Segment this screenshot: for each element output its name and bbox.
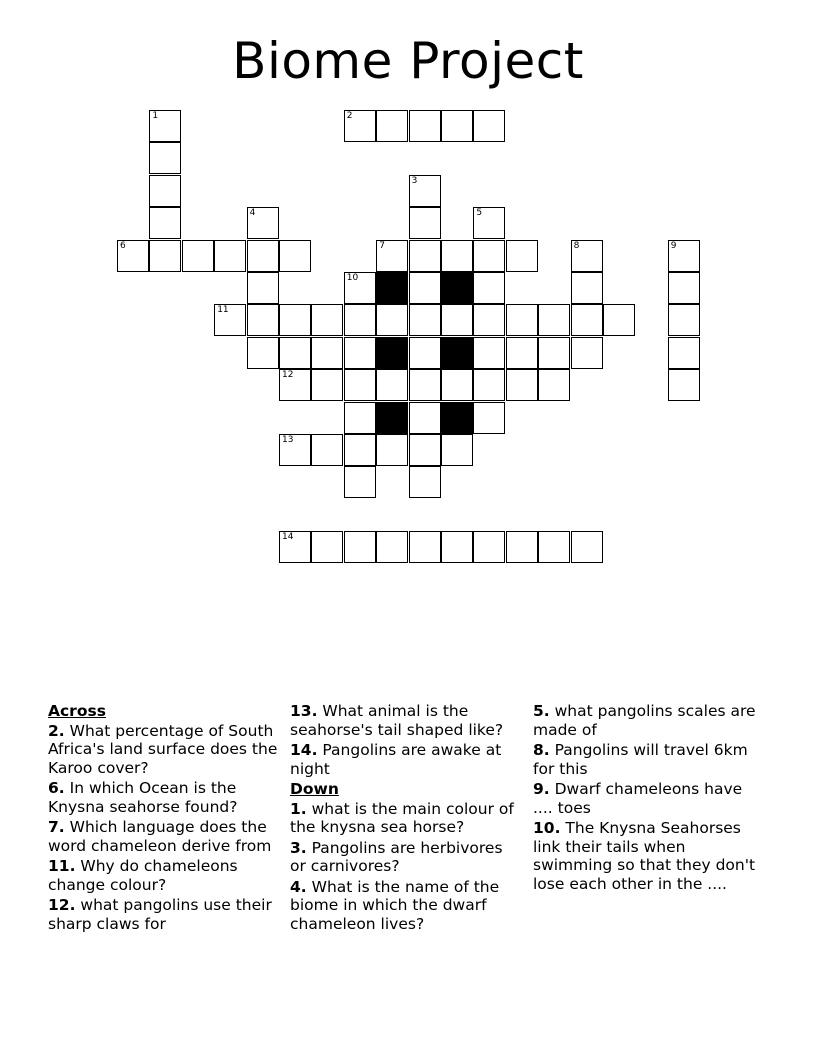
grid-cell[interactable]: [473, 240, 505, 272]
grid-cell[interactable]: [214, 304, 246, 336]
grid-cell[interactable]: [571, 304, 603, 336]
clue-number: 10: [346, 273, 359, 283]
grid-block: [441, 337, 473, 369]
grid-cell[interactable]: [247, 207, 279, 239]
grid-cell[interactable]: [279, 337, 311, 369]
grid-cell[interactable]: [376, 434, 408, 466]
clue-across-6: 6. In which Ocean is the Knysna seahorse found?: [48, 779, 238, 816]
puzzle-title: Biome Project: [232, 32, 584, 90]
grid-cell[interactable]: [409, 240, 441, 272]
grid-cell[interactable]: [473, 337, 505, 369]
grid-cell[interactable]: [441, 434, 473, 466]
clue-across-2: 2. What percentage of South Africa's land surface does the Karoo cover?: [48, 721, 278, 777]
clue-number: 14: [282, 532, 294, 543]
grid-cell[interactable]: [473, 272, 505, 304]
grid-cell[interactable]: [441, 304, 473, 336]
down-heading: Down: [290, 780, 339, 798]
clue-across-12: 12. what pangolins use their sharp claws for: [48, 896, 272, 933]
grid-cell[interactable]: [473, 207, 505, 239]
grid-cell[interactable]: [409, 369, 441, 401]
clue-number: 6: [120, 240, 126, 251]
grid-cell[interactable]: [214, 240, 246, 272]
grid-cell[interactable]: [571, 272, 603, 304]
grid-cell[interactable]: [344, 272, 376, 304]
grid-cell[interactable]: [376, 110, 408, 142]
grid-cell[interactable]: [344, 402, 376, 434]
grid-cell[interactable]: [344, 434, 376, 466]
grid-cell[interactable]: [344, 466, 376, 498]
grid-cell[interactable]: [247, 304, 279, 336]
grid-cell[interactable]: [311, 369, 343, 401]
grid-cell[interactable]: [279, 369, 311, 401]
grid-cell[interactable]: [279, 531, 311, 563]
grid-cell[interactable]: [311, 531, 343, 563]
grid-cell[interactable]: [149, 142, 181, 174]
clue-number: 8: [573, 240, 580, 251]
grid-cell[interactable]: [409, 110, 441, 142]
grid-cell[interactable]: [473, 369, 505, 401]
grid-cell[interactable]: [409, 466, 441, 498]
grid-cell[interactable]: [571, 240, 603, 272]
clue-across-13: 13. What animal is the seahorse's tail shaped like?: [290, 702, 504, 739]
grid-cell[interactable]: [506, 304, 538, 336]
grid-cell[interactable]: [279, 304, 311, 336]
across-heading: Across: [48, 702, 106, 720]
clue-down-4: 4. What is the name of the biome in which the dwarf chameleon lives?: [290, 877, 500, 933]
grid-cell[interactable]: [311, 337, 343, 369]
grid-block: [376, 272, 408, 304]
grid-cell[interactable]: [376, 531, 408, 563]
grid-cell[interactable]: [473, 402, 505, 434]
grid-cell[interactable]: [441, 531, 473, 563]
clue-number: 11: [217, 305, 229, 316]
grid-cell[interactable]: [668, 272, 700, 304]
clue-number: 1: [152, 111, 159, 121]
grid-cell[interactable]: [409, 272, 441, 304]
clue-number: 5: [476, 208, 483, 219]
grid-cell[interactable]: [441, 240, 473, 272]
grid-cell[interactable]: [473, 531, 505, 563]
grid-cell[interactable]: [538, 369, 570, 401]
clue-column-2: [290, 702, 522, 935]
grid-cell[interactable]: [149, 175, 181, 207]
clue-number: 4: [249, 208, 256, 219]
grid-cell[interactable]: [409, 402, 441, 434]
clue-number: 12: [282, 370, 294, 381]
clue-number: 2: [346, 111, 353, 121]
grid-cell[interactable]: [441, 369, 473, 401]
clue-column-1: [48, 702, 280, 935]
grid-cell[interactable]: [668, 337, 700, 369]
clue-number: 3: [411, 175, 418, 186]
grid-cell[interactable]: [182, 240, 214, 272]
grid-cell[interactable]: [473, 304, 505, 336]
grid-block: [441, 272, 473, 304]
grid-cell[interactable]: [538, 531, 570, 563]
grid-cell[interactable]: [571, 531, 603, 563]
clue-across-7: 7. Which language does the word chameleon derive from: [48, 818, 272, 855]
clue-column-3: [533, 702, 765, 895]
grid-cell[interactable]: [117, 240, 149, 272]
grid-cell[interactable]: [149, 110, 181, 142]
grid-cell[interactable]: [279, 434, 311, 466]
grid-block: [376, 337, 408, 369]
grid-cell[interactable]: [506, 369, 538, 401]
grid-cell[interactable]: [538, 337, 570, 369]
grid-cell[interactable]: [376, 240, 408, 272]
grid-cell[interactable]: [376, 304, 408, 336]
grid-cell[interactable]: [538, 304, 570, 336]
grid-cell[interactable]: [376, 369, 408, 401]
grid-cell[interactable]: [344, 304, 376, 336]
grid-cell[interactable]: [311, 304, 343, 336]
grid-cell[interactable]: [409, 175, 441, 207]
grid-cell[interactable]: [473, 110, 505, 142]
grid-cell[interactable]: [344, 110, 376, 142]
grid-cell[interactable]: [506, 240, 538, 272]
grid-cell[interactable]: [603, 304, 635, 336]
clue-down-10: 10. The Knysna Seahorses link their tails when swimming so that they don't lose each other in the ....: [533, 819, 756, 893]
grid-cell[interactable]: [247, 240, 279, 272]
grid-cell[interactable]: [149, 240, 181, 272]
grid-cell[interactable]: [668, 240, 700, 272]
clue-down-3: 3. Pangolins are herbivores or carnivores?: [290, 838, 503, 875]
grid-cell[interactable]: [311, 434, 343, 466]
grid-cell[interactable]: [247, 337, 279, 369]
clue-number: 7: [379, 240, 385, 251]
clue-down-9: 9. Dwarf chameleons have .... toes: [533, 780, 743, 817]
clue-down-1: 1. what is the main colour of the knysna sea horse?: [290, 799, 514, 836]
grid-cell[interactable]: [409, 207, 441, 239]
clue-down-5: 5. what pangolins scales are made of: [533, 702, 756, 739]
grid-cell[interactable]: [668, 304, 700, 336]
clue-number: 13: [282, 435, 294, 445]
grid-cell[interactable]: [344, 531, 376, 563]
grid-cell[interactable]: [409, 337, 441, 369]
grid-cell[interactable]: [409, 531, 441, 563]
grid-cell[interactable]: [247, 272, 279, 304]
grid-block: [376, 402, 408, 434]
clue-across-11: 11. Why do chameleons change colour?: [48, 857, 238, 894]
grid-cell[interactable]: [571, 337, 603, 369]
grid-block: [441, 402, 473, 434]
grid-cell[interactable]: [344, 369, 376, 401]
clue-number: 9: [670, 240, 677, 251]
clue-across-14: 14. Pangolins are awake at night: [290, 741, 502, 778]
grid-cell[interactable]: [506, 337, 538, 369]
grid-cell[interactable]: [668, 369, 700, 401]
grid-cell[interactable]: [506, 531, 538, 563]
grid-cell[interactable]: [441, 110, 473, 142]
clue-down-8: 8. Pangolins will travel 6km for this: [533, 741, 748, 778]
grid-cell[interactable]: [344, 337, 376, 369]
grid-cell[interactable]: [409, 304, 441, 336]
grid-cell[interactable]: [409, 434, 441, 466]
grid-cell[interactable]: [279, 240, 311, 272]
grid-cell[interactable]: [149, 207, 181, 239]
